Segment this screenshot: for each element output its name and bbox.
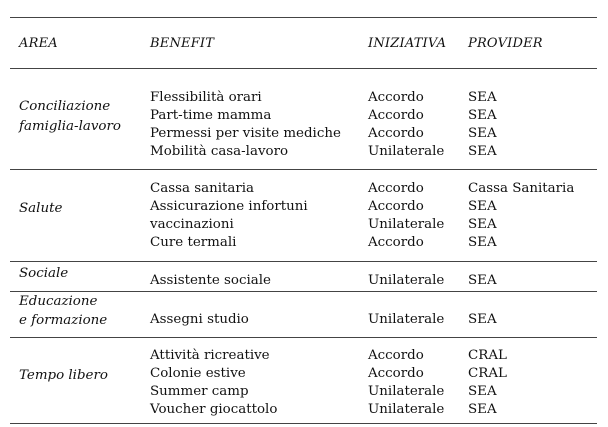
header-benefit: BENEFIT <box>150 36 215 51</box>
provider-cell: SEA <box>468 312 497 327</box>
iniziativa-cell: Accordo <box>368 348 424 363</box>
area-label: e formazione <box>19 313 108 328</box>
iniziativa-cell: Accordo <box>368 126 424 141</box>
group-divider-1 <box>10 169 597 170</box>
benefit-cell: Mobilità casa-lavoro <box>150 144 289 159</box>
iniziativa-cell: Unilaterale <box>368 273 445 288</box>
benefit-cell: Voucher giocattolo <box>150 402 278 417</box>
header-iniziativa: INIZIATIVA <box>368 36 447 51</box>
provider-cell: Cassa Sanitaria <box>468 181 575 196</box>
area-label: famiglia-lavoro <box>19 119 121 134</box>
iniziativa-cell: Unilaterale <box>368 144 445 159</box>
table-bottom-rule <box>10 423 597 424</box>
iniziativa-cell: Unilaterale <box>368 402 445 417</box>
provider-cell: SEA <box>468 235 497 250</box>
iniziativa-cell: Accordo <box>368 108 424 123</box>
provider-cell: SEA <box>468 402 497 417</box>
group-divider-2 <box>10 261 597 262</box>
group-divider-3 <box>10 291 597 292</box>
header-area: AREA <box>19 36 58 51</box>
iniziativa-cell: Accordo <box>368 181 424 196</box>
provider-cell: SEA <box>468 273 497 288</box>
area-label: Conciliazione <box>19 99 111 114</box>
provider-cell: SEA <box>468 126 497 141</box>
benefit-cell: Part-time mamma <box>150 108 272 123</box>
provider-cell: SEA <box>468 144 497 159</box>
benefit-cell: Assicurazione infortuni <box>150 199 308 214</box>
provider-cell: SEA <box>468 90 497 105</box>
iniziativa-cell: Unilaterale <box>368 384 445 399</box>
iniziativa-cell: Accordo <box>368 199 424 214</box>
provider-cell: SEA <box>468 217 497 232</box>
group-divider-4 <box>10 337 597 338</box>
header-bottom-rule <box>10 68 597 69</box>
provider-cell: SEA <box>468 384 497 399</box>
provider-cell: CRAL <box>468 366 507 381</box>
provider-cell: SEA <box>468 108 497 123</box>
iniziativa-cell: Unilaterale <box>368 312 445 327</box>
area-label: Educazione <box>19 294 98 309</box>
benefit-cell: Assistente sociale <box>150 273 271 288</box>
area-label: Salute <box>19 201 63 216</box>
benefit-cell: vaccinazioni <box>150 217 234 232</box>
iniziativa-cell: Accordo <box>368 90 424 105</box>
header-provider: PROVIDER <box>468 36 543 51</box>
provider-cell: CRAL <box>468 348 507 363</box>
iniziativa-cell: Accordo <box>368 366 424 381</box>
benefit-cell: Permessi per visite mediche <box>150 126 341 141</box>
area-label: Sociale <box>19 266 69 281</box>
area-label: Tempo libero <box>19 368 108 383</box>
iniziativa-cell: Unilaterale <box>368 217 445 232</box>
benefit-cell: Colonie estive <box>150 366 246 381</box>
table-top-rule <box>10 17 597 18</box>
benefit-cell: Cassa sanitaria <box>150 181 255 196</box>
benefit-cell: Assegni studio <box>150 312 249 327</box>
iniziativa-cell: Accordo <box>368 235 424 250</box>
benefit-cell: Attività ricreative <box>150 348 270 363</box>
benefit-cell: Flessibilità orari <box>150 90 262 105</box>
provider-cell: SEA <box>468 199 497 214</box>
benefit-cell: Cure termali <box>150 235 237 250</box>
benefit-cell: Summer camp <box>150 384 249 399</box>
